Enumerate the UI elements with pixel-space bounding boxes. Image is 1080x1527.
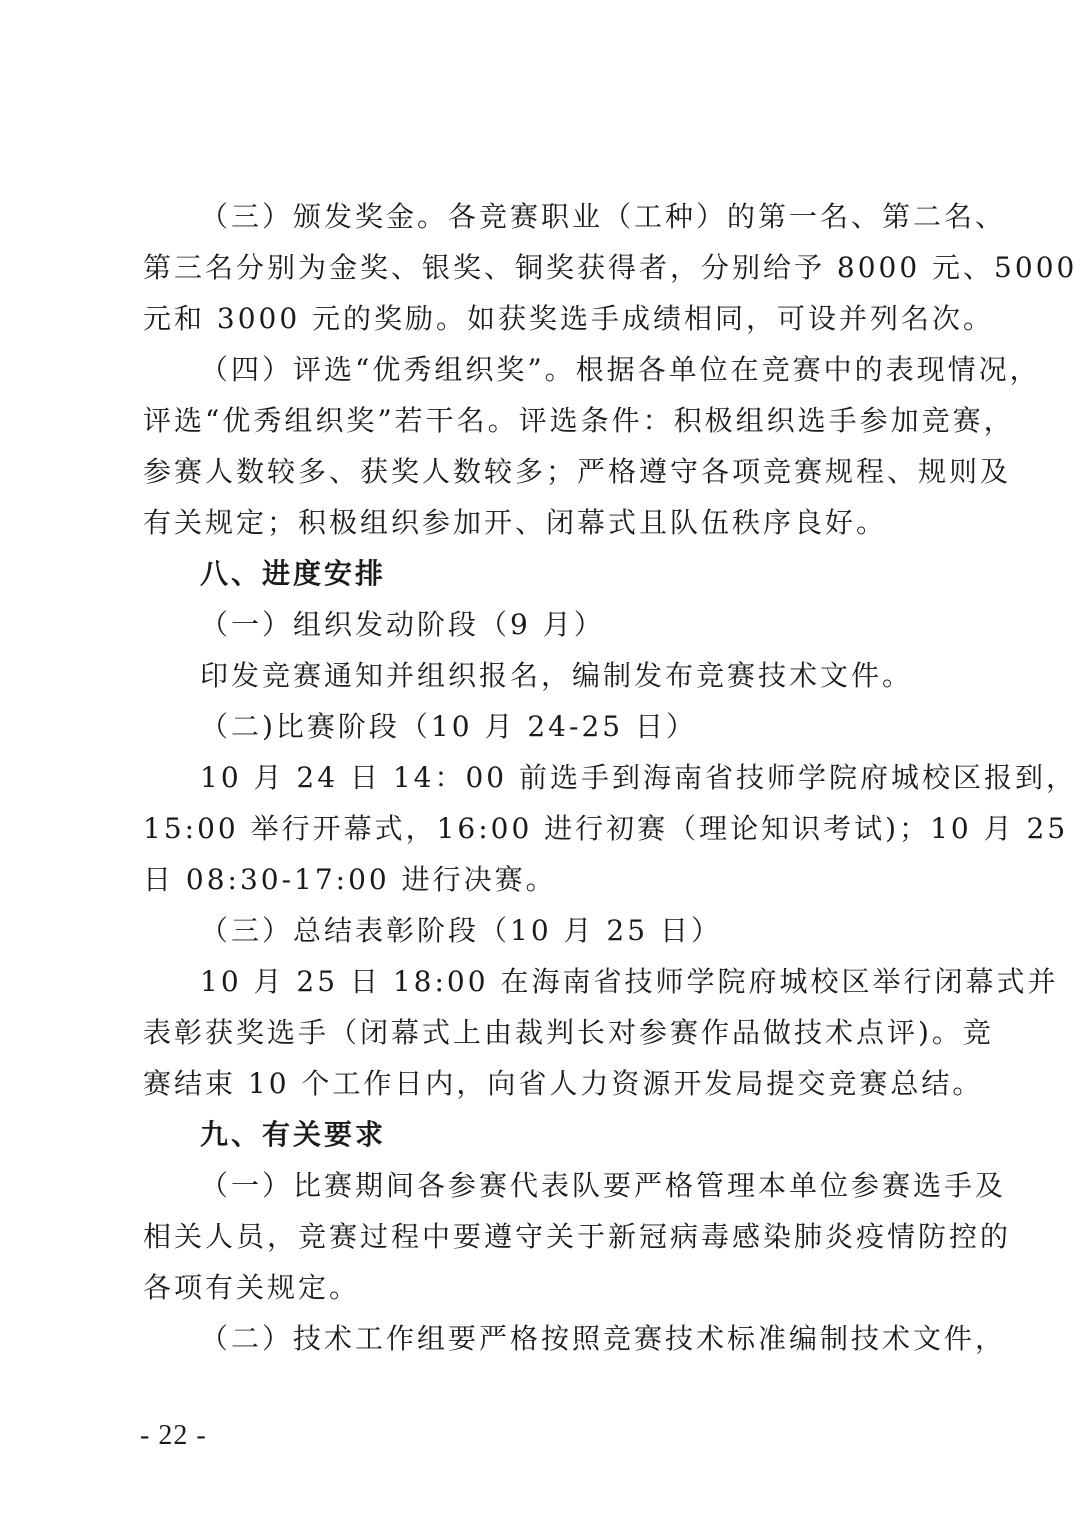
- subsection-title: （二)比赛阶段（10 月 24-25 日）: [200, 710, 697, 743]
- paragraph-line: （三）颁发奖金。各竞赛职业（工种）的第一名、第二名、: [200, 200, 1007, 233]
- paragraph-line: 元和 3000 元的奖励。如获奖选手成绩相同，可设并列名次。: [143, 302, 995, 335]
- section-heading-9: 九、有关要求: [200, 1118, 387, 1151]
- paragraph-line: 10 月 25 日 18:00 在海南省技师学院府城校区举行闭幕式并: [200, 965, 1059, 998]
- paragraph-line: 15:00 举行开幕式，16:00 进行初赛（理论知识考试)；10 月 25: [143, 812, 1069, 845]
- paragraph-line: 10 月 24 日 14：00 前选手到海南省技师学院府城校区报到，: [200, 761, 1078, 794]
- paragraph-line: 日 08:30-17:00 进行决赛。: [143, 863, 557, 896]
- paragraph-line: 第三名分别为金奖、银奖、铜奖获得者，分别给予 8000 元、5000: [143, 251, 1078, 284]
- paragraph-line: 印发竞赛通知并组织报名，编制发布竞赛技术文件。: [200, 659, 914, 692]
- paragraph-line: 有关规定；积极组织参加开、闭幕式且队伍秩序良好。: [143, 506, 888, 539]
- paragraph-line: 表彰获奖选手（闭幕式上由裁判长对参赛作品做技术点评)。竞: [143, 1016, 994, 1049]
- paragraph-line: 评选“优秀组织奖”若干名。评选条件：积极组织选手参加竞赛，: [143, 404, 1015, 437]
- paragraph-line: （四）评选“优秀组织奖”。根据各单位在竞赛中的表现情况，: [200, 353, 1041, 386]
- paragraph-line: 相关人员，竞赛过程中要遵守关于新冠病毒感染肺炎疫情防控的: [143, 1220, 1012, 1253]
- paragraph-line: （二）技术工作组要严格按照竞赛技术标准编制技术文件，: [200, 1322, 1007, 1355]
- page-number: - 22 -: [140, 1420, 207, 1451]
- paragraph-line: （一）比赛期间各参赛代表队要严格管理本单位参赛选手及: [200, 1169, 1007, 1202]
- subsection-title: （一）组织发动阶段（9 月）: [200, 608, 605, 641]
- paragraph-line: 参赛人数较多、获奖人数较多；严格遵守各项竞赛规程、规则及: [143, 455, 1012, 488]
- paragraph-line: 赛结束 10 个工作日内，向省人力资源开发局提交竞赛总结。: [143, 1067, 984, 1100]
- paragraph-line: 各项有关规定。: [143, 1271, 361, 1304]
- subsection-title: （三）总结表彰阶段（10 月 25 日）: [200, 914, 722, 947]
- section-heading-8: 八、进度安排: [200, 557, 387, 590]
